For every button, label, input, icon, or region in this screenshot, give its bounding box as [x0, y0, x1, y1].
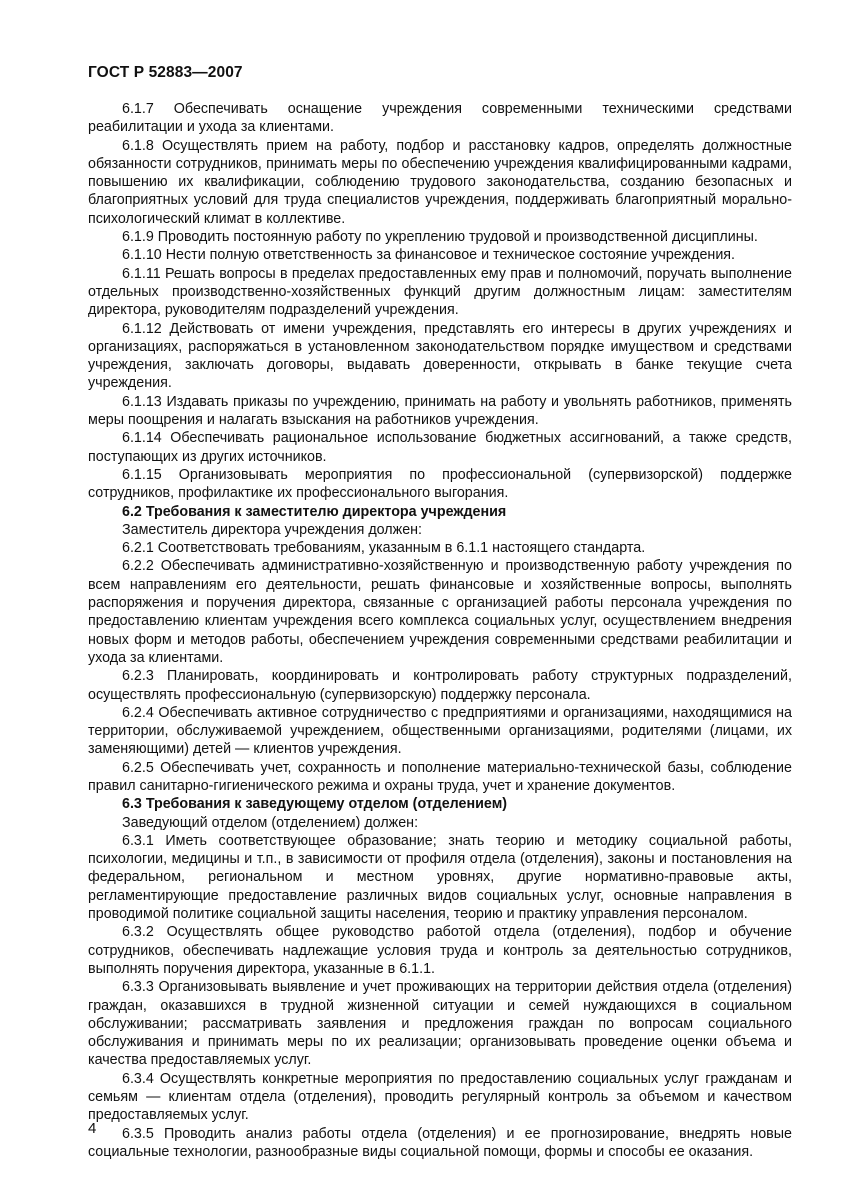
clause-6-1-14: 6.1.14 Обеспечивать рациональное использование бюджетных ассигнований, а также средств, поступающих из других источников.	[88, 430, 792, 465]
clause-6-2-5: 6.2.5 Обеспечивать учет, сохранность и пополнение материально-технической базы, соблюдение правил санитарно-гигиенического режима и охраны труда, учет и хранение документов.	[88, 759, 792, 794]
section-heading-6-3: 6.3 Требования к заведующему отделом (отделением)	[122, 796, 508, 813]
clause-6-1-12: 6.1.12 Действовать от имени учреждения, представлять его интересы в других учреждениях и организациях, распоряжаться в установленном законодательством порядке имуществом и средствами учреждения, заключать договоры, выдавать доверенности, открывать в банке текущие счета учреждения.	[88, 320, 792, 392]
clause-6-1-8: 6.1.8 Осуществлять прием на работу, подбор и расстановку кадров, определять должностные обязанности сотрудников, принимать меры по обеспечению учреждения квалифицированными кадрами, повышению их квалификации, соблюдению трудового законодательства, созданию безопасных и благоприятных условий для труда специалистов учреждения, поддерживать благоприятный морально-психологический климат в коллективе.	[88, 137, 792, 227]
clause-6-3-3: 6.3.3 Организовывать выявление и учет проживающих на территории действия отдела (отделения) граждан, оказавшихся в трудной жизненной ситуации и семей нуждающихся в социальном обслуживании; рассматривать заявления и предложения граждан по вопросам социального обслуживания и принимать меры по их реализации; организовывать проведение оценки объема и качества предоставляемых услуг.	[88, 979, 792, 1069]
clause-6-2-3: 6.2.3 Планировать, координировать и контролировать работу структурных подразделений, осуществлять профессиональную (супервизорскую) поддержку персонала.	[88, 668, 792, 703]
clause-6-3-2: 6.3.2 Осуществлять общее руководство работой отдела (отделения), подбор и обучение сотрудников, обеспечивать надлежащие условия труда и контроль за деятельностью сотрудников, выполнять поручения директора, указанные в 6.1.1.	[88, 924, 792, 977]
clause-6-2-4: 6.2.4 Обеспечивать активное сотрудничество с предприятиями и организациями, находящимися на территории, обслуживаемой учреждением, общественными организациями, родителями (лицами, их заменяющими) детей — клиентов учреждения.	[88, 704, 792, 758]
section-heading-6-2: 6.2 Требования к заместителю директора учреждения	[122, 503, 507, 520]
standard-code-header: ГОСТ Р 52883—2007	[88, 64, 243, 81]
clause-6-1-11: 6.1.11 Решать вопросы в пределах предоставленных ему прав и полномочий, поручать выполнение отдельных производственно-хозяйственных функций другим должностным лицам: заместителям директора, руководителям подразделений учреждения.	[88, 265, 792, 319]
clause-6-1-15: 6.1.15 Организовывать мероприятия по профессиональной (супервизорской) поддержке сотрудников, профилактике их профессионального выгорания.	[88, 466, 792, 502]
clause-6-1-10: 6.1.10 Нести полную ответственность за финансовое и техническое состояние учреждения.	[122, 247, 736, 264]
clause-6-1-7: 6.1.7 Обеспечивать оснащение учреждения современными техническими средствами реабилитации и ухода за клиентами.	[88, 101, 792, 136]
section-intro-6-2: Заместитель директора учреждения должен:	[122, 521, 423, 538]
page-number: 4	[88, 1120, 97, 1137]
clause-6-2-2: 6.2.2 Обеспечивать административно-хозяйственную и производственную работу учреждения по всем направлениям его деятельности, решать финансовые и хозяйственные вопросы, выполнять распоряжения и поручения директора, связанные с организацией работы персонала учреждения по предоставлению клиентам учреждения всего комплекса социальных услуг, осуществлением внедрения новых форм и методов работы, обеспечением учреждения современными средствами реабилитации и ухода за клиентами.	[88, 558, 792, 666]
clause-6-3-5: 6.3.5 Проводить анализ работы отдела (отделения) и ее прогнозирование, внедрять новые социальные технологии, разнообразные виды социальной помощи, формы и способы ее оказания.	[88, 1125, 792, 1160]
clause-6-1-13: 6.1.13 Издавать приказы по учреждению, принимать на работу и увольнять работников, применять меры поощрения и налагать взыскания на работников учреждения.	[88, 393, 792, 429]
clause-6-1-9: 6.1.9 Проводить постоянную работу по укреплению трудовой и производственной дисциплины.	[122, 229, 758, 246]
clause-6-2-1: 6.2.1 Соответствовать требованиям, указанным в 6.1.1 настоящего стандарта.	[122, 540, 646, 557]
clause-6-3-4: 6.3.4 Осуществлять конкретные мероприятия по предоставлению социальных услуг гражданам и семьям — клиентам отдела (отделения), проводить регулярный контроль за объемом и качеством предоставляемых услуг.	[88, 1070, 792, 1124]
document-body	[88, 100, 792, 1161]
section-intro-6-3: Заведующий отделом (отделением) должен:	[122, 814, 419, 831]
clause-6-3-1: 6.3.1 Иметь соответствующее образование; знать теорию и методику социальной работы, психологии, медицины и т.п., в зависимости от профиля отдела (отделения), законы и постановления на федеральном, региональном и местном уровнях, другие нормативно-правовые акты, регламентирующие предоставление различных видов социальных услуг, основные направления в проводимой политике социальной защиты населения, теорию и практику управления персоналом.	[88, 832, 792, 923]
